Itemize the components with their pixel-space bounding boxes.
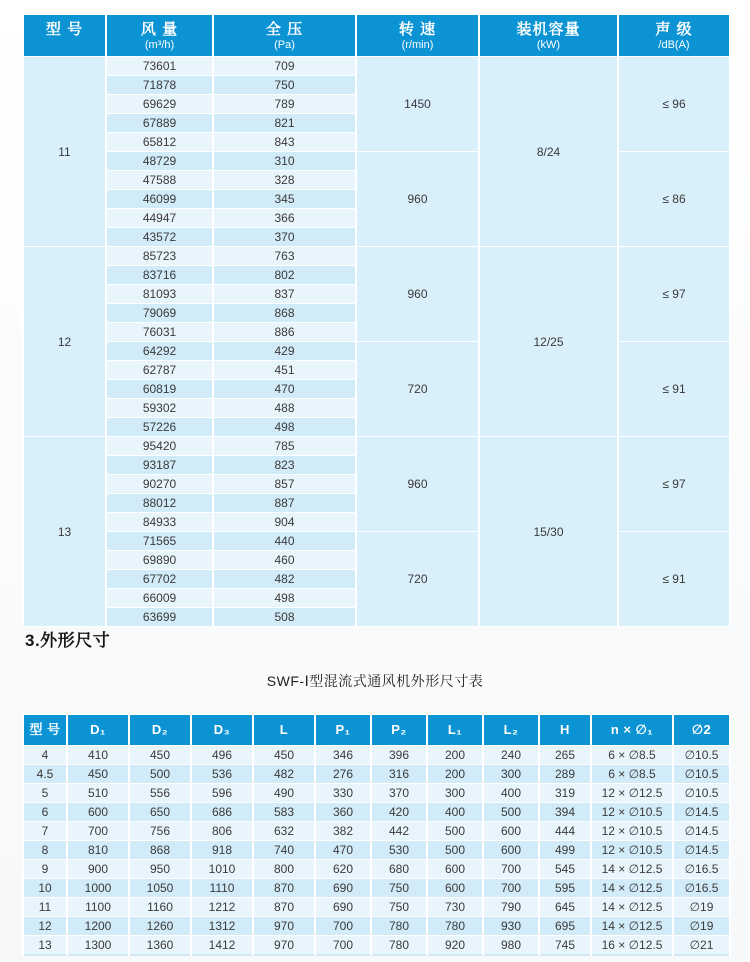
pressure-cell: 451 [213, 361, 356, 380]
performance-table [22, 14, 731, 627]
dimension-cell: 444 [539, 822, 591, 841]
dimension-cell: 970 [253, 936, 315, 956]
dimension-cell: 600 [67, 803, 129, 822]
pressure-cell: 802 [213, 266, 356, 285]
column-header-unit: (Pa) [274, 39, 295, 51]
flow-cell: 59302 [106, 399, 213, 418]
flow-cell: 95420 [106, 437, 213, 456]
dimension-cell: 450 [129, 746, 191, 765]
dimension-cell: ∅16.5 [673, 860, 730, 879]
flow-cell: 81093 [106, 285, 213, 304]
noise-cell: ≤ 96 [618, 57, 730, 152]
dimension-cell: 14 × ∅12.5 [591, 860, 673, 879]
dimension-cell: ∅14.5 [673, 803, 730, 822]
column-header-model [23, 15, 106, 57]
pressure-cell: 370 [213, 228, 356, 247]
dimension-cell: 470 [315, 841, 371, 860]
pressure-cell: 429 [213, 342, 356, 361]
dimension-cell: 680 [371, 860, 427, 879]
dimension-cell: 868 [129, 841, 191, 860]
pressure-cell: 785 [213, 437, 356, 456]
table-row [23, 879, 730, 898]
model-cell: 13 [23, 437, 106, 627]
pressure-cell: 482 [213, 570, 356, 589]
dimensions-table [22, 714, 731, 956]
pressure-cell: 440 [213, 532, 356, 551]
flow-cell: 57226 [106, 418, 213, 437]
flow-cell: 88012 [106, 494, 213, 513]
dimension-cell: 600 [427, 879, 483, 898]
model-cell: 11 [23, 898, 67, 917]
flow-cell: 66009 [106, 589, 213, 608]
table-title: SWF-Ⅰ型混流式通风机外形尺寸表 [266, 673, 484, 689]
dimension-cell: ∅16.5 [673, 879, 730, 898]
dimension-cell: ∅14.5 [673, 841, 730, 860]
dimensions-table-body [23, 746, 730, 956]
dimension-cell: 1260 [129, 917, 191, 936]
flow-cell: 43572 [106, 228, 213, 247]
dimension-cell: 745 [539, 936, 591, 956]
pressure-cell: 823 [213, 456, 356, 475]
dimension-cell: ∅19 [673, 898, 730, 917]
column-header-unit: (kW) [536, 39, 561, 51]
dimension-cell: 1312 [191, 917, 253, 936]
dimension-cell: 530 [371, 841, 427, 860]
dimension-cell: 499 [539, 841, 591, 860]
dimension-cell: 276 [315, 765, 371, 784]
dimension-cell: 496 [191, 746, 253, 765]
table-row [23, 917, 730, 936]
dimension-cell: 918 [191, 841, 253, 860]
pressure-cell: 857 [213, 475, 356, 494]
dimension-cell: 810 [67, 841, 129, 860]
dimension-cell: 596 [191, 784, 253, 803]
model-cell: 13 [23, 936, 67, 956]
column-header-label: 声 级 [655, 21, 693, 38]
flow-cell: 67889 [106, 114, 213, 133]
pressure-cell: 868 [213, 304, 356, 323]
flow-cell: 62787 [106, 361, 213, 380]
table-row [23, 822, 730, 841]
performance-table-head [23, 15, 730, 57]
flow-cell: 44947 [106, 209, 213, 228]
dimension-cell: 360 [315, 803, 371, 822]
pressure-cell: 328 [213, 171, 356, 190]
dimension-cell: 800 [253, 860, 315, 879]
speed-cell: 720 [356, 342, 479, 437]
column-header-label: 全 压 [265, 21, 304, 38]
column-header-dia2: ∅2 [673, 715, 730, 746]
dimension-cell: 545 [539, 860, 591, 879]
pressure-cell: 310 [213, 152, 356, 171]
flow-cell: 69890 [106, 551, 213, 570]
dimension-cell: 500 [129, 765, 191, 784]
dimension-cell: 650 [129, 803, 191, 822]
dimension-cell: 980 [483, 936, 539, 956]
pressure-cell: 508 [213, 608, 356, 627]
dimension-cell: 970 [253, 917, 315, 936]
dimension-cell: 556 [129, 784, 191, 803]
capacity-cell: 15/30 [479, 437, 618, 627]
dimension-cell: 695 [539, 917, 591, 936]
table-row [23, 841, 730, 860]
dimension-cell: 806 [191, 822, 253, 841]
dimension-cell: 600 [483, 841, 539, 860]
table-row [23, 936, 730, 956]
dimension-cell: 200 [427, 746, 483, 765]
flow-cell: 76031 [106, 323, 213, 342]
capacity-cell: 8/24 [479, 57, 618, 247]
dimension-cell: 595 [539, 879, 591, 898]
model-cell: 12 [23, 247, 106, 437]
dimension-cell: 780 [427, 917, 483, 936]
model-cell: 6 [23, 803, 67, 822]
capacity-cell: 12/25 [479, 247, 618, 437]
model-group-11 [23, 57, 730, 247]
dimension-cell: 289 [539, 765, 591, 784]
dimension-cell: 583 [253, 803, 315, 822]
flow-cell: 90270 [106, 475, 213, 494]
dimension-cell: ∅10.5 [673, 784, 730, 803]
column-header-airflow [106, 15, 213, 57]
model-group-13 [23, 437, 730, 627]
model-cell: 4.5 [23, 765, 67, 784]
dimension-cell: 319 [539, 784, 591, 803]
pressure-cell: 498 [213, 418, 356, 437]
dimension-cell: 930 [483, 917, 539, 936]
dimension-cell: 1360 [129, 936, 191, 956]
dimension-cell: 370 [371, 784, 427, 803]
pressure-cell: 789 [213, 95, 356, 114]
column-header-bolt: n × ∅₁ [591, 715, 673, 746]
dimension-cell: 400 [427, 803, 483, 822]
model-cell: 12 [23, 917, 67, 936]
dimension-cell: 700 [315, 936, 371, 956]
column-header-label: 风 量 [140, 21, 179, 38]
dimensions-table-head [23, 715, 730, 746]
flow-cell: 60819 [106, 380, 213, 399]
dimension-cell: ∅19 [673, 917, 730, 936]
model-cell: 10 [23, 879, 67, 898]
table-row [23, 860, 730, 879]
column-header-p2: P₂ [371, 715, 427, 746]
dimension-cell: 200 [427, 765, 483, 784]
noise-cell: ≤ 97 [618, 247, 730, 342]
pressure-cell: 843 [213, 133, 356, 152]
pressure-cell: 366 [213, 209, 356, 228]
dimension-cell: 1100 [67, 898, 129, 917]
table-row [23, 765, 730, 784]
dimension-cell: 690 [315, 898, 371, 917]
dimension-cell: 482 [253, 765, 315, 784]
dimension-cell: 750 [371, 879, 427, 898]
flow-cell: 84933 [106, 513, 213, 532]
dimension-cell: 394 [539, 803, 591, 822]
pressure-cell: 460 [213, 551, 356, 570]
column-header-d3: D₃ [191, 715, 253, 746]
flow-cell: 71565 [106, 532, 213, 551]
table-row [23, 898, 730, 917]
dimension-cell: 510 [67, 784, 129, 803]
flow-cell: 46099 [106, 190, 213, 209]
pressure-cell: 345 [213, 190, 356, 209]
noise-cell: ≤ 97 [618, 437, 730, 532]
dimension-cell: 500 [427, 822, 483, 841]
column-header-unit: (m³/h) [144, 39, 175, 51]
column-header-d1: D₁ [67, 715, 129, 746]
dimension-cell: 600 [483, 822, 539, 841]
dimension-cell: 690 [315, 879, 371, 898]
flow-cell: 63699 [106, 608, 213, 627]
pressure-cell: 750 [213, 76, 356, 95]
dimension-cell: 730 [427, 898, 483, 917]
dimension-cell: ∅10.5 [673, 765, 730, 784]
table-row [23, 746, 730, 765]
dimension-cell: 300 [427, 784, 483, 803]
dimension-cell: 16 × ∅12.5 [591, 936, 673, 956]
dimension-cell: 410 [67, 746, 129, 765]
pressure-cell: 488 [213, 399, 356, 418]
speed-cell: 960 [356, 437, 479, 532]
model-cell: 4 [23, 746, 67, 765]
flow-cell: 83716 [106, 266, 213, 285]
pressure-cell: 821 [213, 114, 356, 133]
column-header-l1: L₁ [427, 715, 483, 746]
speed-cell: 1450 [356, 57, 479, 152]
pressure-cell: 709 [213, 57, 356, 76]
dimension-cell: 382 [315, 822, 371, 841]
noise-cell: ≤ 91 [618, 342, 730, 437]
flow-cell: 71878 [106, 76, 213, 95]
dimension-cell: ∅21 [673, 936, 730, 956]
dimension-cell: 1160 [129, 898, 191, 917]
column-header-unit: (r/min) [401, 39, 434, 51]
model-cell: 9 [23, 860, 67, 879]
column-header-p1: P₁ [315, 715, 371, 746]
dimension-cell: 536 [191, 765, 253, 784]
dimension-cell: 1010 [191, 860, 253, 879]
dimension-cell: 645 [539, 898, 591, 917]
flow-cell: 93187 [106, 456, 213, 475]
dimension-cell: 240 [483, 746, 539, 765]
dimension-cell: 700 [483, 860, 539, 879]
pressure-cell: 837 [213, 285, 356, 304]
dimension-cell: 700 [67, 822, 129, 841]
flow-cell: 73601 [106, 57, 213, 76]
pressure-cell: 904 [213, 513, 356, 532]
dimension-cell: 450 [67, 765, 129, 784]
model-group-12 [23, 247, 730, 437]
dimension-cell: 950 [129, 860, 191, 879]
dimension-cell: 920 [427, 936, 483, 956]
dimension-cell: 686 [191, 803, 253, 822]
dimension-cell: 1412 [191, 936, 253, 956]
dimension-cell: ∅14.5 [673, 822, 730, 841]
flow-cell: 65812 [106, 133, 213, 152]
dimension-cell: 6 × ∅8.5 [591, 746, 673, 765]
column-header-noise [618, 15, 730, 57]
table-row [23, 152, 730, 171]
dimension-cell: 1000 [67, 879, 129, 898]
dimension-cell: 700 [483, 879, 539, 898]
speed-cell: 960 [356, 152, 479, 247]
dimension-cell: 1200 [67, 917, 129, 936]
model-cell: 7 [23, 822, 67, 841]
speed-cell: 720 [356, 532, 479, 627]
noise-cell: ≤ 91 [618, 532, 730, 627]
pressure-cell: 763 [213, 247, 356, 266]
flow-cell: 48729 [106, 152, 213, 171]
dimension-cell: 14 × ∅12.5 [591, 879, 673, 898]
column-header-label: 转 速 [398, 21, 437, 38]
dimension-cell: 12 × ∅12.5 [591, 784, 673, 803]
dimension-cell: 450 [253, 746, 315, 765]
pressure-cell: 887 [213, 494, 356, 513]
dimension-cell: 900 [67, 860, 129, 879]
dimension-cell: 346 [315, 746, 371, 765]
column-header-pressure [213, 15, 356, 57]
header-row [23, 715, 730, 746]
column-header-unit: /dB(A) [658, 39, 690, 51]
dimension-cell: 442 [371, 822, 427, 841]
dimension-cell: 12 × ∅10.5 [591, 822, 673, 841]
column-header-l: L [253, 715, 315, 746]
table-row [23, 57, 730, 76]
model-cell: 5 [23, 784, 67, 803]
dimension-cell: 420 [371, 803, 427, 822]
dimension-cell: 500 [483, 803, 539, 822]
column-header-label: 型 号 [45, 21, 84, 38]
dimension-cell: 396 [371, 746, 427, 765]
flow-cell: 69629 [106, 95, 213, 114]
pressure-cell: 498 [213, 589, 356, 608]
dimension-cell: 700 [315, 917, 371, 936]
dimension-cell: 265 [539, 746, 591, 765]
dimension-cell: 300 [483, 765, 539, 784]
dimension-cell: 12 × ∅10.5 [591, 841, 673, 860]
model-cell: 8 [23, 841, 67, 860]
dimension-cell: 14 × ∅12.5 [591, 898, 673, 917]
flow-cell: 79069 [106, 304, 213, 323]
header-row [23, 15, 730, 57]
dimension-cell: 14 × ∅12.5 [591, 917, 673, 936]
dimension-cell: 6 × ∅8.5 [591, 765, 673, 784]
speed-cell: 960 [356, 247, 479, 342]
table-row [23, 532, 730, 551]
column-header-speed [356, 15, 479, 57]
dimension-cell: 780 [371, 917, 427, 936]
model-cell: 11 [23, 57, 106, 247]
dimension-cell: 1050 [129, 879, 191, 898]
table-row [23, 342, 730, 361]
pressure-cell: 470 [213, 380, 356, 399]
dimension-cell: 750 [371, 898, 427, 917]
column-header-h: H [539, 715, 591, 746]
dimension-cell: 1110 [191, 879, 253, 898]
dimension-cell: 740 [253, 841, 315, 860]
column-header-l2: L₂ [483, 715, 539, 746]
dimension-cell: 400 [483, 784, 539, 803]
dimension-cell: 316 [371, 765, 427, 784]
column-header-model: 型 号 [23, 715, 67, 746]
dimension-cell: 600 [427, 860, 483, 879]
section-heading: 3.外形尺寸 [25, 631, 111, 650]
flow-cell: 67702 [106, 570, 213, 589]
dimension-cell: 12 × ∅10.5 [591, 803, 673, 822]
table-row [23, 437, 730, 456]
dimension-cell: 632 [253, 822, 315, 841]
flow-cell: 64292 [106, 342, 213, 361]
dimension-cell: 620 [315, 860, 371, 879]
pressure-cell: 886 [213, 323, 356, 342]
dimension-cell: 780 [371, 936, 427, 956]
dimension-cell: 500 [427, 841, 483, 860]
dimension-cell: 870 [253, 898, 315, 917]
table-row [23, 247, 730, 266]
column-header-d2: D₂ [129, 715, 191, 746]
dimension-cell: 1300 [67, 936, 129, 956]
dimension-cell: 870 [253, 879, 315, 898]
table-row [23, 803, 730, 822]
column-header-capacity [479, 15, 618, 57]
dimension-cell: ∅10.5 [673, 746, 730, 765]
dimension-cell: 330 [315, 784, 371, 803]
noise-cell: ≤ 86 [618, 152, 730, 247]
dimension-cell: 790 [483, 898, 539, 917]
column-header-label: 装机容量 [516, 21, 581, 38]
table-row [23, 784, 730, 803]
dimension-cell: 756 [129, 822, 191, 841]
flow-cell: 85723 [106, 247, 213, 266]
flow-cell: 47588 [106, 171, 213, 190]
dimension-cell: 1212 [191, 898, 253, 917]
dimension-cell: 490 [253, 784, 315, 803]
